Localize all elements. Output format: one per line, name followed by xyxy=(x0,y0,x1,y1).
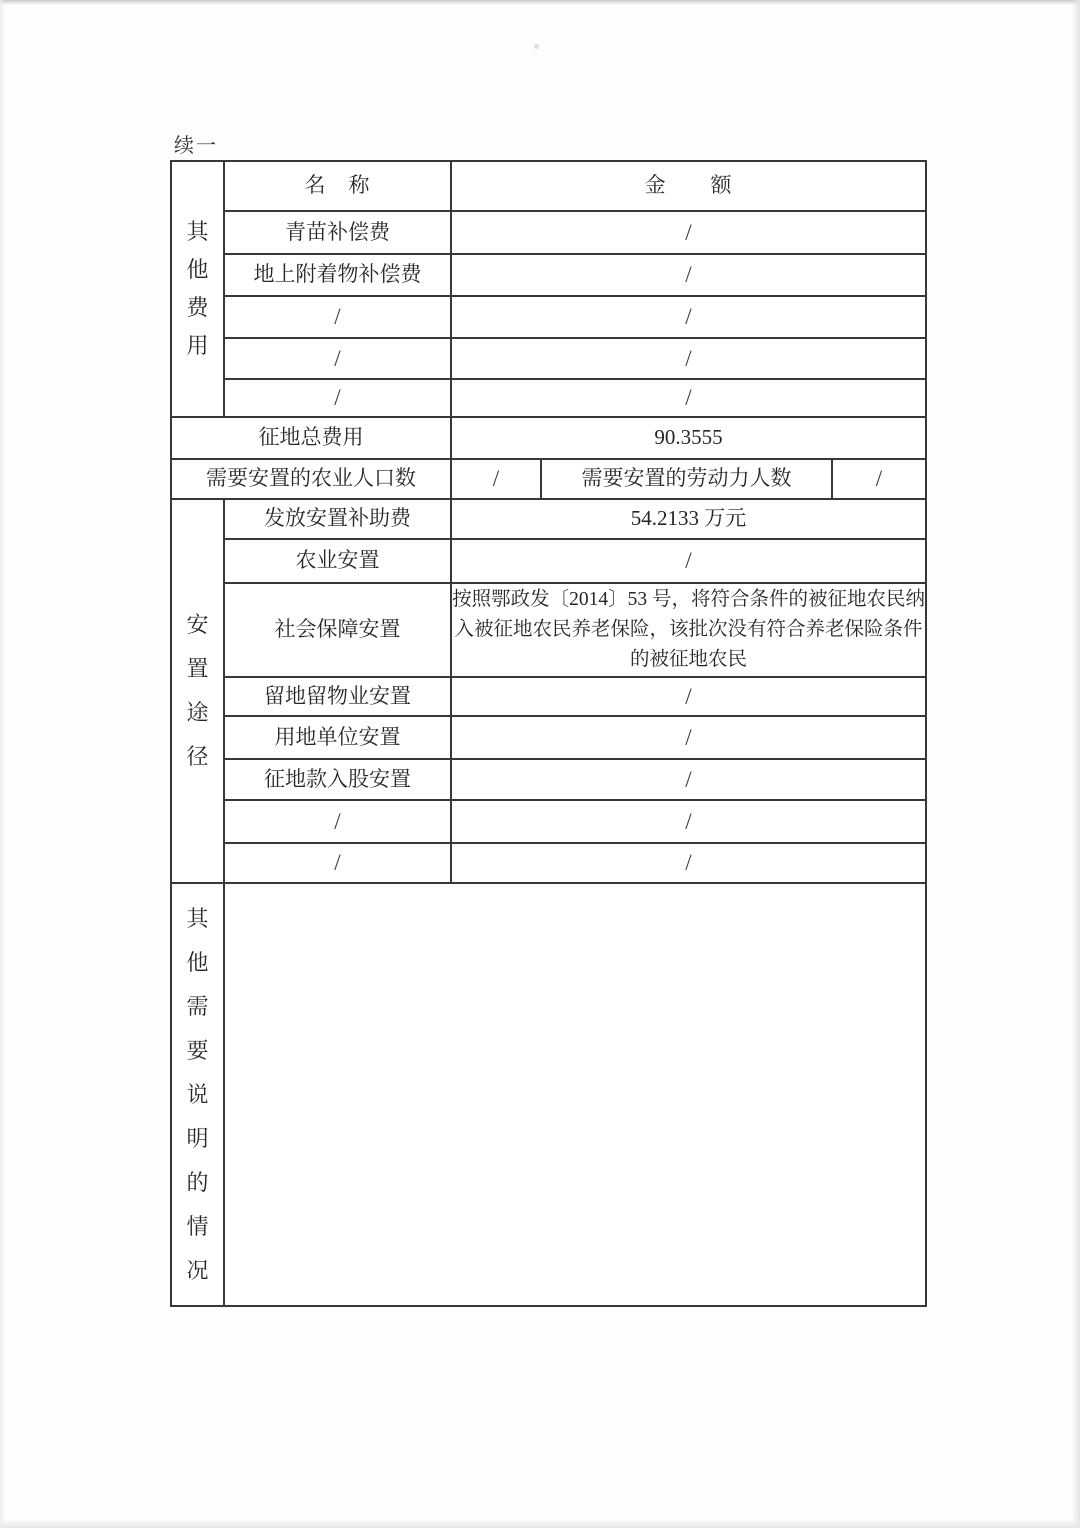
social-security-line: 的被征地农民 xyxy=(629,649,747,670)
settlement-name: 征地款入股安置 xyxy=(225,760,452,799)
vertical-label-char: 其 xyxy=(186,219,209,244)
table-row xyxy=(225,801,925,844)
vertical-label-char: 说 xyxy=(186,1081,209,1107)
vertical-label-char: 安 xyxy=(186,612,209,637)
settlement-name: / xyxy=(225,844,452,882)
table-row xyxy=(225,678,925,717)
total-fee-label: 征地总费用 xyxy=(172,418,452,458)
settlement-amount: / xyxy=(685,766,692,792)
total-fee-row xyxy=(172,418,925,460)
land-expropriation-table xyxy=(170,160,927,1307)
vertical-label-char: 其 xyxy=(186,905,209,931)
table-row xyxy=(225,380,925,416)
settlement-name: / xyxy=(225,801,452,842)
settlement-amount: / xyxy=(685,683,692,709)
notes-content xyxy=(225,884,925,1305)
settlement-name: 农业安置 xyxy=(225,540,452,582)
social-security-text xyxy=(452,584,925,676)
header-amount: 金 额 xyxy=(644,173,733,198)
header-name: 名 称 xyxy=(225,162,452,210)
scan-edge-left xyxy=(0,0,5,1528)
settlement-amount: / xyxy=(685,808,692,834)
population-row xyxy=(172,460,925,500)
labor-population-label: 需要安置的劳动力人数 xyxy=(542,460,833,498)
vertical-label-char: 用 xyxy=(186,333,209,358)
vertical-label-char: 他 xyxy=(186,257,209,282)
fee-amount: / xyxy=(685,262,692,288)
social-security-line: 入被征地农民养老保险，该批次没有符合养老保险条件 xyxy=(454,619,923,640)
agri-population-value: / xyxy=(452,460,542,498)
vertical-label-char: 途 xyxy=(186,700,209,725)
table-row xyxy=(225,339,925,380)
settlement-vertical-label xyxy=(172,500,225,882)
table-row xyxy=(225,540,925,584)
vertical-label-char: 费 xyxy=(186,295,209,320)
table-row xyxy=(225,297,925,339)
table-row xyxy=(225,255,925,297)
settlement-amount: 54.2133 万元 xyxy=(630,506,747,531)
settlement-name: 社会保障安置 xyxy=(225,584,452,676)
other-fees-vertical-label xyxy=(172,162,225,416)
vertical-label-char: 径 xyxy=(186,744,209,769)
vertical-label-char: 明 xyxy=(186,1125,209,1151)
other-fees-section xyxy=(172,162,925,418)
vertical-label-char: 的 xyxy=(186,1169,209,1195)
fee-name: 青苗补偿费 xyxy=(225,212,452,253)
settlement-name: 留地留物业安置 xyxy=(225,678,452,715)
table-row xyxy=(225,212,925,255)
table-row xyxy=(225,717,925,760)
scan-edge-right xyxy=(1072,0,1080,1528)
vertical-label-char: 他 xyxy=(186,949,209,975)
vertical-label-char: 需 xyxy=(186,993,209,1019)
fee-amount: / xyxy=(685,219,692,245)
fee-amount: / xyxy=(685,385,692,411)
agri-population-label: 需要安置的农业人口数 xyxy=(172,460,452,498)
scan-edge-top xyxy=(0,0,1080,5)
vertical-label-char: 要 xyxy=(186,1037,209,1063)
settlement-amount: / xyxy=(685,724,692,750)
fee-name: / xyxy=(225,380,452,416)
settlement-amount: / xyxy=(685,548,692,574)
settlement-amount: / xyxy=(685,850,692,876)
total-fee-value: 90.3555 xyxy=(654,425,723,450)
settlement-section xyxy=(172,500,925,884)
table-row xyxy=(225,584,925,678)
vertical-label-char: 情 xyxy=(186,1213,209,1239)
vertical-label-char: 况 xyxy=(186,1257,209,1283)
vertical-label-char: 置 xyxy=(186,656,209,681)
table-row xyxy=(225,844,925,882)
table-row xyxy=(225,760,925,801)
labor-population-value: / xyxy=(875,466,883,492)
fee-name: / xyxy=(225,339,452,378)
fee-name: 地上附着物补偿费 xyxy=(225,255,452,295)
fee-name: / xyxy=(225,297,452,337)
fee-amount: / xyxy=(685,345,692,371)
scan-edge-bottom xyxy=(0,1519,1080,1528)
continuation-label: 续一 xyxy=(174,135,218,157)
notes-section xyxy=(172,884,925,1305)
settlement-name: 发放安置补助费 xyxy=(225,500,452,538)
social-security-line: 按照鄂政发〔2014〕53 号，将符合条件的被征地农民纳 xyxy=(452,589,925,610)
table-row xyxy=(225,500,925,540)
table-header-row xyxy=(225,162,925,212)
scan-speck xyxy=(534,44,539,49)
settlement-name: 用地单位安置 xyxy=(225,717,452,758)
fee-amount: / xyxy=(685,304,692,330)
notes-vertical-label xyxy=(172,884,225,1305)
